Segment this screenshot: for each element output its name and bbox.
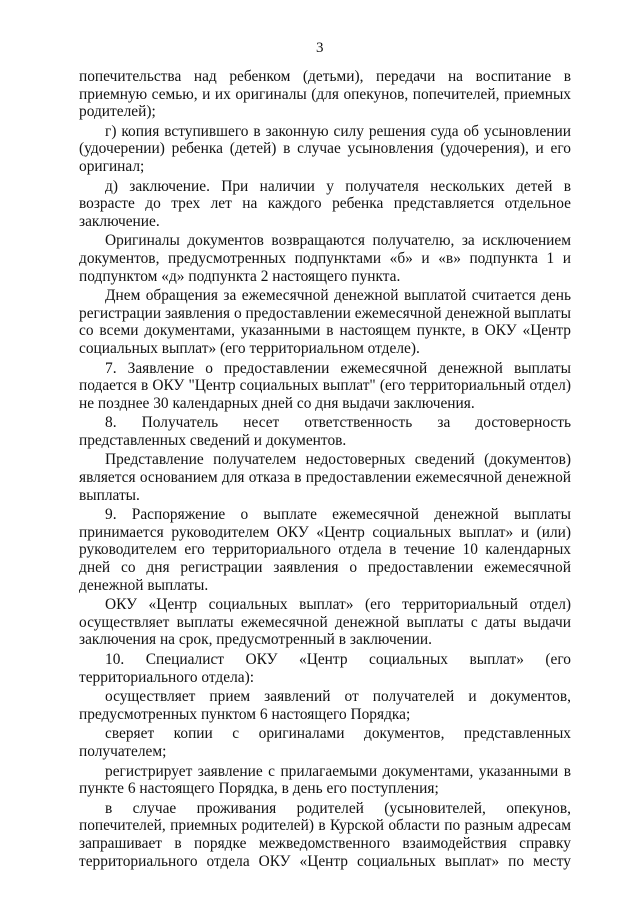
paragraph-duty-request: в случае проживания родителей (усыновителей, опекунов, попечителей, приемных родителей) в Курской области по разным адресам запрашивает в порядке межведомственного взаимодействия справку территориального отдела ОКУ «Центр социальных выплат» по месту xyxy=(79,799,571,870)
paragraph-duty-verify: сверяет копии с оригиналами документов, представленных получателем; xyxy=(79,725,571,760)
paragraph-item-8: 8. Получатель несет ответственность за достоверность представленных сведений и документов. xyxy=(79,414,571,449)
document-body xyxy=(79,68,571,872)
paragraph-item-7: 7. Заявление о предоставлении ежемесячной денежной выплаты подается в ОКУ "Центр социальных выплат" (его территориальный отдел) не позднее 30 календарных дней со дня выдачи заключения. xyxy=(79,359,571,412)
paragraph-item-d: д) заключение. При наличии у получателя нескольких детей в возрасте до трех лет на каждого ребенка представляется отдельное заключение. xyxy=(79,177,571,230)
paragraph-originals-returned: Оригиналы документов возвращаются получателю, за исключением документов, предусмотренных подпунктами «б» и «в» подпункта 1 и подпунктом «д» подпункта 2 настоящего пункта. xyxy=(79,232,571,285)
paragraph-false-info: Представление получателем недостоверных сведений (документов) является основанием для отказа в предоставлении ежемесячной денежной выплаты. xyxy=(79,451,571,504)
paragraph-item-g: г) копия вступившего в законную силу решения суда об усыновлении (удочерении) ребенка (детей) в случае усыновления (удочерения), и его оригинал; xyxy=(79,122,571,175)
paragraph-duty-register: регистрирует заявление с прилагаемыми документами, указанными в пункте 6 настоящего Порядка, в день его поступления; xyxy=(79,762,571,798)
paragraph-item-9: 9. Распоряжение о выплате ежемесячной денежной выплаты принимается руководителем ОКУ «Центр социальных выплат» и (или) руководителем его территориального отдела в течение 10 календарных дней со дня регистрации заявления о предоставлении ежемесячной денежной выплаты. xyxy=(79,506,571,594)
paragraph-application-day: Днем обращения за ежемесячной денежной выплатой считается день регистрации заявления о предоставлении ежемесячной денежной выплаты со всеми документами, указанными в настоящем пункте, в ОКУ «Центр социальных выплат» (его территориальном отделе). xyxy=(79,287,571,357)
paragraph-payments-period: ОКУ «Центр социальных выплат» (его территориальный отдел) осуществляет выплаты ежемесячной денежной выплаты с даты выдачи заключения на срок, предусмотренный в заключении. xyxy=(79,596,571,649)
paragraph-duty-accept: осуществляет прием заявлений от получателей и документов, предусмотренных пунктом 6 настоящего Порядка; xyxy=(79,688,571,723)
paragraph-guardianship-docs: попечительства над ребенком (детьми), передачи на воспитание в приемную семью, и их оригиналы (для опекунов, попечителей, приемных родителей); xyxy=(79,68,571,121)
page-number: 3 xyxy=(316,40,324,56)
paragraph-item-10: 10. Специалист ОКУ «Центр социальных выплат» (его территориального отдела): xyxy=(79,651,571,686)
